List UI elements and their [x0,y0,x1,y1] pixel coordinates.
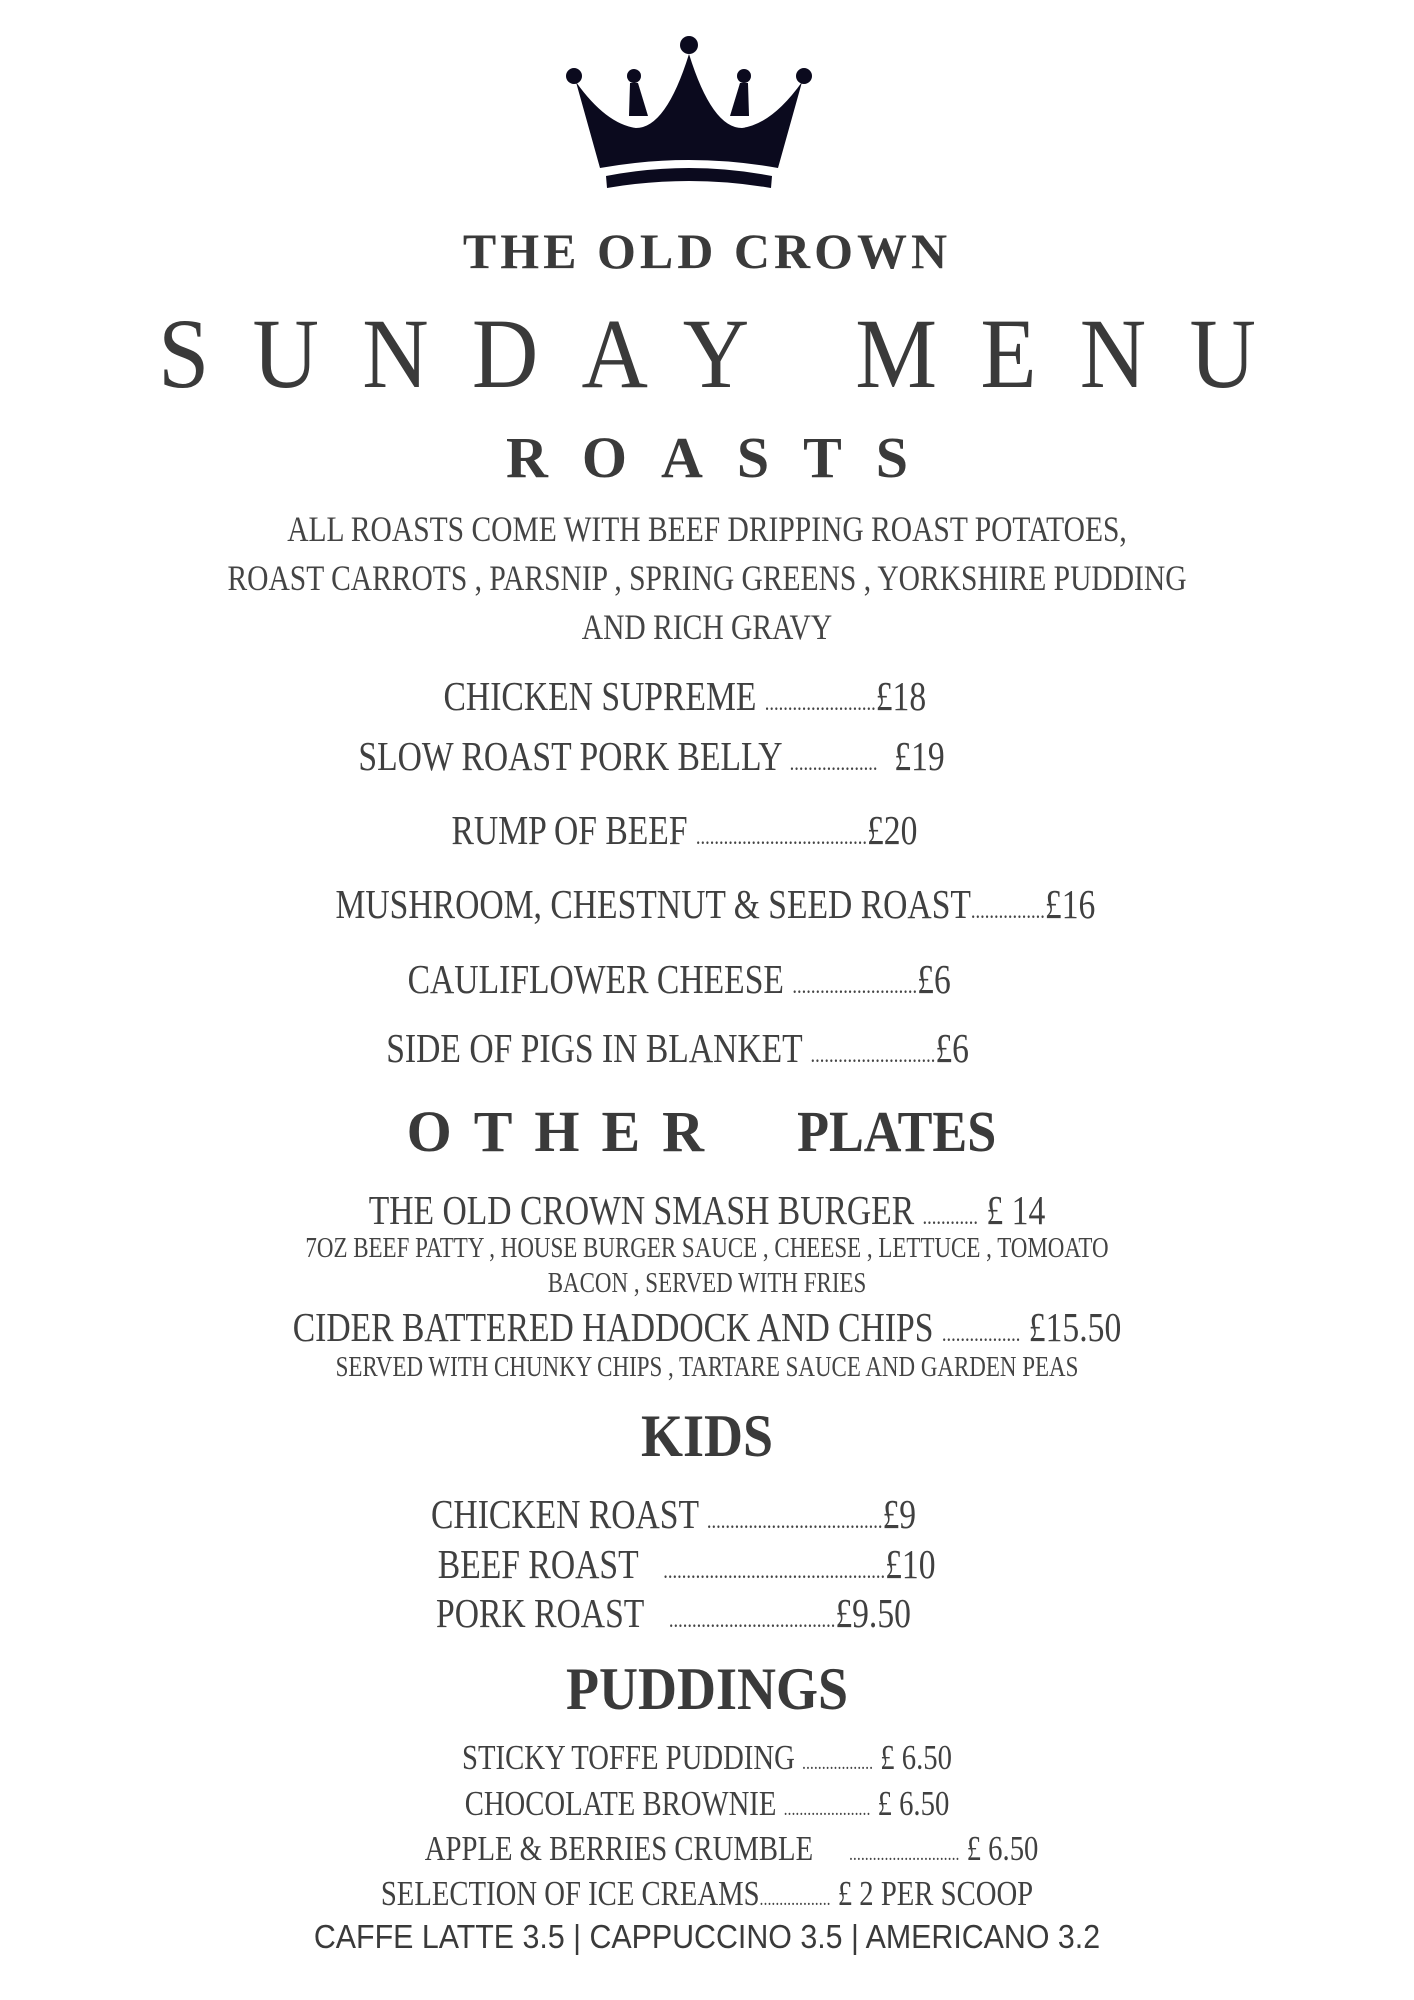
item-name: STICKY TOFFE PUDDING [462,1738,795,1777]
menu-item [431,1490,1005,1538]
item-price: £ 6.50 [877,1784,950,1823]
section-heading-puddings: PUDDINGS [565,1656,849,1722]
item-name: THE OLD CROWN SMASH BURGER [368,1187,915,1233]
menu-item [336,880,1115,928]
menu-item [127,1738,1286,1778]
item-price: £6 [917,956,951,1002]
section-heading-other-plates [0,1098,1414,1165]
item-name: CIDER BATTERED HADDOCK AND CHIPS [292,1304,934,1350]
menu-item [438,1540,1028,1588]
menu-item [408,955,1015,1003]
item-price: £ 14 [986,1187,1046,1233]
menu-item [386,1024,1026,1072]
roasts-description-line: ROAST CARROTS , PARSNIP , SPRING GREENS , YORKSHIRE PUDDING [227,558,1187,598]
item-name: CHICKEN ROAST [431,1491,699,1537]
dot-leader: .................. [759,1889,831,1910]
item-price: £ 6.50 [966,1829,1039,1868]
item-price: £ 6.50 [880,1738,952,1777]
item-name: MUSHROOM, CHESTNUT & SEED ROAST [335,881,971,927]
menu-item [127,1186,1286,1234]
item-name: CAULIFLOWER CHEESE [407,956,784,1002]
item-price: £10 [885,1541,936,1587]
roasts-description-line: AND RICH GRAVY [581,607,833,647]
item-price: £20 [866,807,918,853]
dot-leader: ................................................ [663,1558,886,1583]
dot-leader: ..................................... [695,824,867,849]
menu-item [452,806,985,854]
item-description-line: SERVED WITH CHUNKY CHIPS , TARTARE SAUCE AND GARDEN PEAS [335,1352,1079,1383]
item-price: £19 [894,733,945,779]
dot-leader: .................. [801,1753,874,1774]
dot-leader: ........................... [810,1042,936,1067]
item-name: APPLE & BERRIES CRUMBLE [424,1829,814,1868]
heading-word: OTHER [406,1099,727,1164]
item-price: £16 [1044,881,1096,927]
brand-name: THE OLD CROWN [462,223,952,279]
dot-leader: ............................ [848,1844,960,1865]
item-name: BEEF ROAST [437,1541,639,1587]
item-price: £ 2 PER SCOOP [837,1874,1034,1913]
item-price: £6 [935,1025,969,1071]
coffee-prices: CAFFE LATTE 3.5 | CAPPUCCINO 3.5 | AMERICANO 3.2 [313,1918,1101,1955]
menu-item [358,732,981,780]
menu-item [127,1784,1286,1824]
menu-item [127,1303,1286,1351]
dot-leader: .................................... [668,1607,836,1632]
dot-leader: ............ [922,1204,979,1229]
dot-leader: ................. [941,1321,1021,1346]
section-heading-roasts: ROASTS [505,425,943,490]
item-name: CHOCOLATE BROWNIE [464,1784,777,1823]
menu-title: SUNDAY MENU [158,298,1300,409]
item-description-line: BACON , SERVED WITH FRIES [547,1268,867,1299]
roasts-description-line: ALL ROASTS COME WITH BEEF DRIPPING ROAST POTATOES, [287,509,1127,549]
dot-leader: ...................... [783,1799,871,1820]
item-price: £9.50 [835,1590,911,1636]
dot-leader: ........................... [792,973,918,998]
menu-item [444,672,977,720]
item-name: PORK ROAST [436,1590,644,1636]
dot-leader: ........................ [764,690,876,715]
item-name: SELECTION OF ICE CREAMS [380,1874,760,1913]
item-name: CHICKEN SUPREME [443,673,757,719]
item-description-line: 7OZ BEEF PATTY , HOUSE BURGER SAUCE , CHEESE , LETTUCE , TOMOATO [305,1233,1109,1264]
menu-item [436,1589,1010,1637]
menu-item [127,1874,1286,1914]
dot-leader: ...................................... [706,1508,883,1533]
heading-word: PLATES [797,1099,997,1164]
item-name: RUMP OF BEEF [451,807,688,853]
section-heading-kids: KIDS [640,1403,774,1469]
dot-leader: ................ [970,898,1045,923]
item-name: SIDE OF PIGS IN BLANKET [386,1025,803,1071]
item-price: £15.50 [1028,1304,1122,1350]
item-price: £9 [882,1491,917,1537]
item-price: £18 [875,673,927,719]
dot-leader: ................... [789,750,878,775]
item-name: SLOW ROAST PORK BELLY [358,733,782,779]
menu-item [127,1829,1286,1869]
crown-icon [566,36,812,188]
